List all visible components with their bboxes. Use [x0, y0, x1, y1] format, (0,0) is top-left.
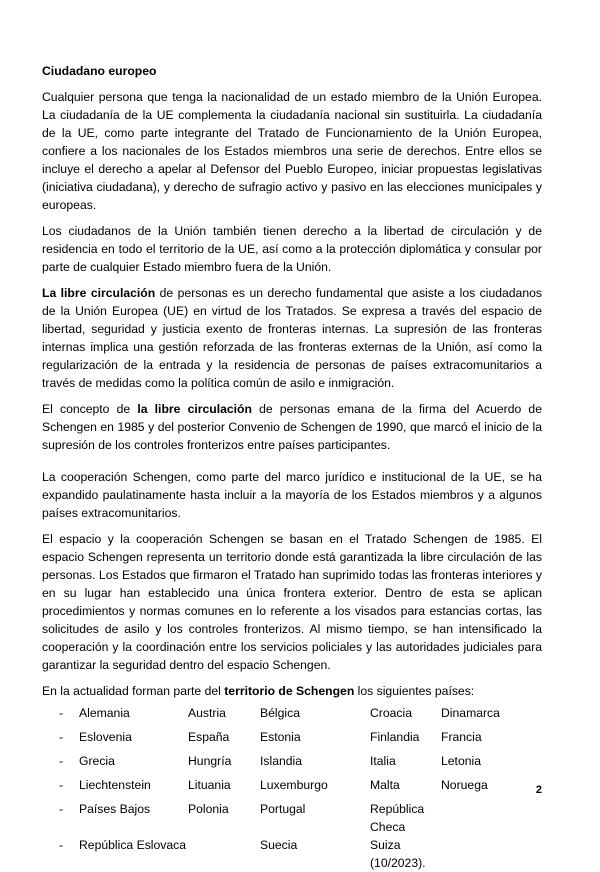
- paragraph-countries-intro: [42, 682, 542, 700]
- paragraph-free-movement: [42, 284, 542, 392]
- country-name: [441, 800, 531, 836]
- section-heading: Ciudadano europeo: [42, 64, 157, 78]
- country-row: [59, 704, 531, 728]
- list-bullet: -: [59, 730, 64, 744]
- list-bullet: -: [59, 802, 64, 816]
- country-name: [188, 836, 260, 872]
- country-name: Suecia: [260, 838, 298, 852]
- country-row: [59, 836, 531, 872]
- paragraph-citizen-definition: Cualquier persona que tenga la nacionalidad de un estado miembro de la Unión Europea. La ciudadanía de la UE complementa la ciudadanía nacional sin sustituirla. La ciudadanía de la UE, como parte integrante del Tratado de Funcionamiento de la Unión Europea, confiere a los nacionales de los Estados miembros una serie de derechos. Entre ellos se incluye el derecho a apelar al Defensor del Pueblo Europeo, iniciar propuestas legislativas (iniciativa ciudadana), y derecho de sufragio activo y pasivo en las elecciones municipales y europeas.: [42, 90, 542, 212]
- country-name: Lituania: [188, 778, 231, 792]
- paragraph-text: En la actualidad forman parte del: [42, 684, 225, 698]
- country-name: Austria: [188, 706, 226, 720]
- country-row: [59, 752, 531, 776]
- list-bullet: -: [59, 838, 64, 852]
- paragraph-schengen-cooperation: La cooperación Schengen, como parte del marco jurídico e institucional de la UE, se ha expandido paulatinamente hasta incluir a la mayoría de los Estados miembros y a algunos países extracomunitarios.: [42, 470, 542, 520]
- country-name: Luxemburgo: [260, 778, 328, 792]
- country-name: Italia: [370, 754, 396, 768]
- country-name: Estonia: [260, 730, 301, 744]
- country-name: Hungría: [188, 754, 232, 768]
- country-name: Francia: [441, 730, 482, 744]
- country-name: Bélgica: [260, 706, 300, 720]
- country-name: Grecia: [79, 754, 115, 768]
- paragraph-text: de personas es un derecho fundamental que asiste a los ciudadanos de la Unión Europea (UE) en virtud de los Tratados. Se expresa a través del espacio de libertad, seguridad y justicia exento de fronteras internas. La supresión de las fronteras internas implica una gestión reforzada de las fronteras externas de la Unión, así como la regularización de la entrada y la residencia de personas de países extracomunitarios a través de medidas como la política común de asilo e inmigración.: [42, 286, 542, 390]
- page-number: 2: [535, 784, 542, 796]
- list-bullet: -: [59, 706, 64, 720]
- paragraph-text: los siguientes países:: [354, 684, 475, 698]
- document-page: [42, 62, 542, 872]
- country-name: Países Bajos: [79, 802, 151, 816]
- country-row: [59, 776, 531, 800]
- country-name: Noruega: [441, 778, 488, 792]
- paragraph-text: de personas emana de la firma del Acuerdo de Schengen en 1985 y del posterior Convenio de Schengen de 1990, que marcó el inicio de la supresión de los controles fronterizos entre países participantes.: [42, 402, 542, 452]
- country-name: Eslovenia: [79, 730, 132, 744]
- bold-term: La libre circulación: [42, 286, 156, 300]
- country-name: Alemania: [79, 706, 130, 720]
- paragraph-text: El concepto de: [42, 402, 138, 416]
- bold-term: territorio de Schengen: [224, 684, 355, 698]
- country-name: Portugal: [260, 802, 306, 816]
- country-row: [59, 800, 531, 836]
- countries-table: [59, 704, 531, 872]
- paragraph-schengen-area: El espacio y la cooperación Schengen se basan en el Tratado Schengen de 1985. El espacio Schengen representa un territorio donde está garantizada la libre circulación de las personas. Los Estados que firmaron el Tratado han suprimido todas las fronteras interiores y en su lugar han establecido una única frontera exterior. Dentro de esta se aplican procedimientos y normas comunes en lo referente a los visados para estancias cortas, las solicitudes de asilo y los controles fronterizos. Al mismo tiempo, se han intensificado la cooperación y la coordinación entre los servicios policiales y las autoridades judiciales para garantizar la seguridad dentro del espacio Schengen.: [42, 532, 542, 672]
- country-name: Letonia: [441, 754, 481, 768]
- country-row: [59, 728, 531, 752]
- country-name: Islandia: [260, 754, 303, 768]
- country-name: [441, 836, 531, 872]
- country-name: España: [188, 730, 230, 744]
- country-name: Dinamarca: [441, 706, 500, 720]
- country-name: República Eslovaca: [79, 838, 187, 852]
- bold-term: la libre circulación: [137, 402, 252, 416]
- country-name: Croacia: [370, 706, 412, 720]
- list-bullet: -: [59, 754, 64, 768]
- country-name: República Checa: [370, 802, 425, 834]
- country-name: Suiza (10/2023).: [370, 838, 426, 870]
- country-name: Polonia: [188, 802, 229, 816]
- list-bullet: -: [59, 778, 64, 792]
- paragraph-rights: Los ciudadanos de la Unión también tienen derecho a la libertad de circulación y de residencia en todo el territorio de la UE, así como a la protección diplomática y consular por parte de cualquier Estado miembro fuera de la Unión.: [42, 224, 542, 274]
- country-name: Liechtenstein: [79, 778, 151, 792]
- country-name: Finlandia: [370, 730, 420, 744]
- country-name: Malta: [370, 778, 400, 792]
- paragraph-schengen-origin: [42, 400, 542, 454]
